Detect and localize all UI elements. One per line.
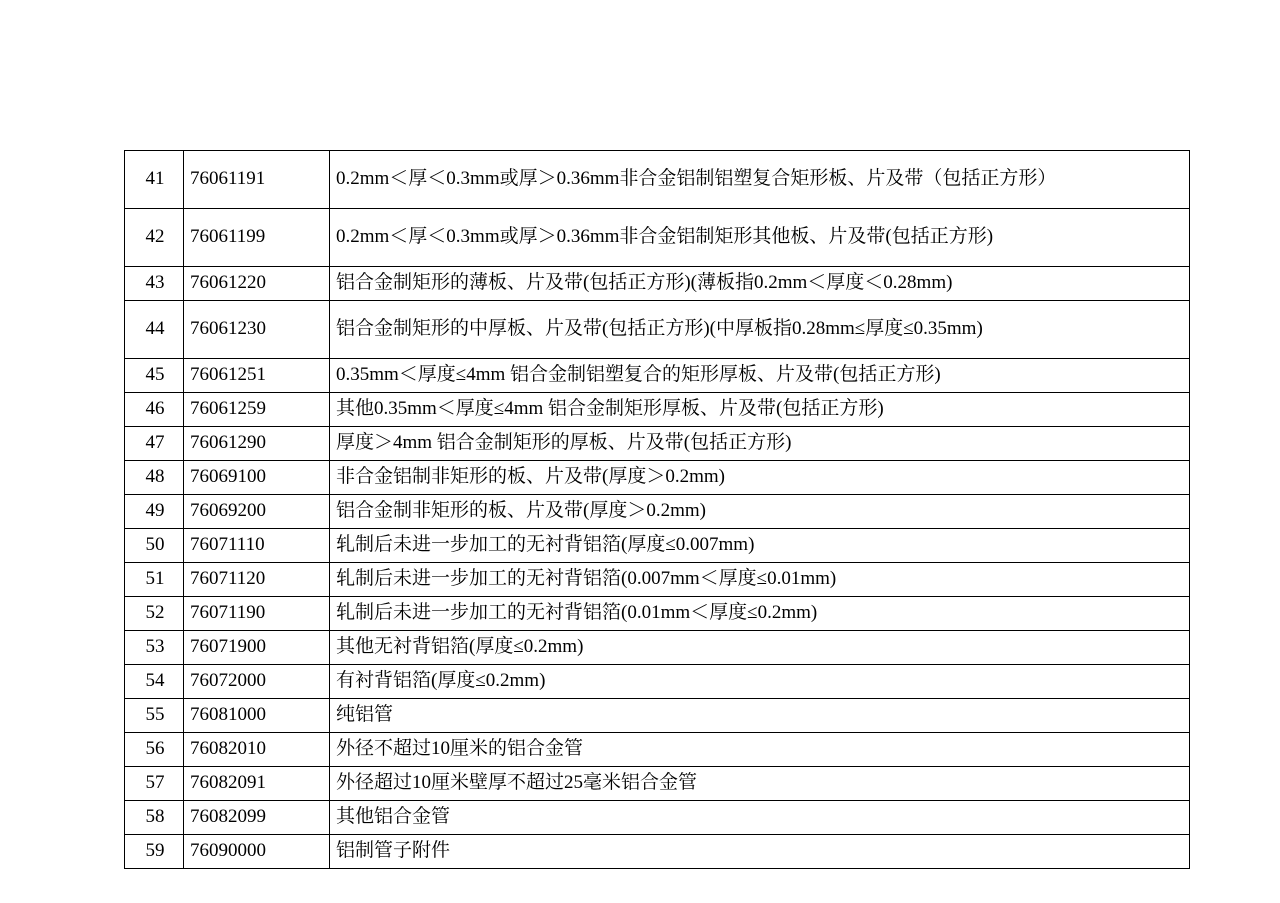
row-description-cell: 轧制后未进一步加工的无衬背铝箔(厚度≤0.007mm) bbox=[330, 529, 1190, 563]
table-row bbox=[125, 631, 1190, 665]
row-description-cell: 厚度＞4mm 铝合金制矩形的厚板、片及带(包括正方形) bbox=[330, 427, 1190, 461]
row-code-cell: 76082091 bbox=[184, 767, 330, 801]
row-description-cell: 0.35mm＜厚度≤4mm 铝合金制铝塑复合的矩形厚板、片及带(包括正方形) bbox=[330, 359, 1190, 393]
table-row bbox=[125, 209, 1190, 267]
row-code-cell: 76082099 bbox=[184, 801, 330, 835]
hs-code-table bbox=[124, 150, 1190, 869]
row-index-cell: 55 bbox=[125, 699, 184, 733]
row-code-cell: 76061220 bbox=[184, 267, 330, 301]
row-description-cell: 其他无衬背铝箔(厚度≤0.2mm) bbox=[330, 631, 1190, 665]
table-row bbox=[125, 733, 1190, 767]
table-row bbox=[125, 461, 1190, 495]
row-code-cell: 76061259 bbox=[184, 393, 330, 427]
row-code-cell: 76061199 bbox=[184, 209, 330, 267]
table-row bbox=[125, 597, 1190, 631]
row-code-cell: 76061290 bbox=[184, 427, 330, 461]
row-description-cell: 外径不超过10厘米的铝合金管 bbox=[330, 733, 1190, 767]
row-description-cell: 有衬背铝箔(厚度≤0.2mm) bbox=[330, 665, 1190, 699]
row-index-cell: 49 bbox=[125, 495, 184, 529]
row-index-cell: 42 bbox=[125, 209, 184, 267]
row-index-cell: 47 bbox=[125, 427, 184, 461]
row-code-cell: 76061251 bbox=[184, 359, 330, 393]
row-index-cell: 56 bbox=[125, 733, 184, 767]
row-index-cell: 41 bbox=[125, 151, 184, 209]
row-description-cell: 其他铝合金管 bbox=[330, 801, 1190, 835]
row-code-cell: 76090000 bbox=[184, 835, 330, 869]
row-code-cell: 76072000 bbox=[184, 665, 330, 699]
row-code-cell: 76069200 bbox=[184, 495, 330, 529]
row-description-cell: 其他0.35mm＜厚度≤4mm 铝合金制矩形厚板、片及带(包括正方形) bbox=[330, 393, 1190, 427]
table-row bbox=[125, 359, 1190, 393]
table-row bbox=[125, 393, 1190, 427]
table-body bbox=[125, 151, 1190, 869]
table-row bbox=[125, 267, 1190, 301]
table-row bbox=[125, 495, 1190, 529]
row-index-cell: 50 bbox=[125, 529, 184, 563]
row-index-cell: 44 bbox=[125, 301, 184, 359]
table-row bbox=[125, 699, 1190, 733]
table-row bbox=[125, 665, 1190, 699]
table-row bbox=[125, 801, 1190, 835]
row-description-cell: 0.2mm＜厚＜0.3mm或厚＞0.36mm非合金铝制矩形其他板、片及带(包括正方形) bbox=[330, 209, 1190, 267]
table-row bbox=[125, 563, 1190, 597]
row-code-cell: 76061230 bbox=[184, 301, 330, 359]
row-index-cell: 54 bbox=[125, 665, 184, 699]
row-index-cell: 52 bbox=[125, 597, 184, 631]
row-index-cell: 57 bbox=[125, 767, 184, 801]
row-code-cell: 76061191 bbox=[184, 151, 330, 209]
row-description-cell: 铝合金制非矩形的板、片及带(厚度＞0.2mm) bbox=[330, 495, 1190, 529]
row-code-cell: 76082010 bbox=[184, 733, 330, 767]
row-description-cell: 0.2mm＜厚＜0.3mm或厚＞0.36mm非合金铝制铝塑复合矩形板、片及带（包括正方形） bbox=[330, 151, 1190, 209]
row-description-cell: 纯铝管 bbox=[330, 699, 1190, 733]
table-row bbox=[125, 835, 1190, 869]
table-row bbox=[125, 427, 1190, 461]
row-index-cell: 45 bbox=[125, 359, 184, 393]
row-index-cell: 48 bbox=[125, 461, 184, 495]
row-index-cell: 46 bbox=[125, 393, 184, 427]
row-code-cell: 76071120 bbox=[184, 563, 330, 597]
row-code-cell: 76071900 bbox=[184, 631, 330, 665]
row-description-cell: 铝合金制矩形的中厚板、片及带(包括正方形)(中厚板指0.28mm≤厚度≤0.35mm) bbox=[330, 301, 1190, 359]
table-row bbox=[125, 529, 1190, 563]
row-description-cell: 轧制后未进一步加工的无衬背铝箔(0.007mm＜厚度≤0.01mm) bbox=[330, 563, 1190, 597]
table-row bbox=[125, 767, 1190, 801]
row-code-cell: 76071110 bbox=[184, 529, 330, 563]
row-code-cell: 76069100 bbox=[184, 461, 330, 495]
row-code-cell: 76081000 bbox=[184, 699, 330, 733]
row-description-cell: 非合金铝制非矩形的板、片及带(厚度＞0.2mm) bbox=[330, 461, 1190, 495]
row-index-cell: 58 bbox=[125, 801, 184, 835]
row-index-cell: 43 bbox=[125, 267, 184, 301]
row-index-cell: 53 bbox=[125, 631, 184, 665]
table-row bbox=[125, 151, 1190, 209]
row-index-cell: 51 bbox=[125, 563, 184, 597]
row-description-cell: 铝合金制矩形的薄板、片及带(包括正方形)(薄板指0.2mm＜厚度＜0.28mm) bbox=[330, 267, 1190, 301]
row-code-cell: 76071190 bbox=[184, 597, 330, 631]
row-description-cell: 铝制管子附件 bbox=[330, 835, 1190, 869]
row-description-cell: 轧制后未进一步加工的无衬背铝箔(0.01mm＜厚度≤0.2mm) bbox=[330, 597, 1190, 631]
table-row bbox=[125, 301, 1190, 359]
row-index-cell: 59 bbox=[125, 835, 184, 869]
row-description-cell: 外径超过10厘米壁厚不超过25毫米铝合金管 bbox=[330, 767, 1190, 801]
hs-code-table-container bbox=[124, 150, 1156, 869]
